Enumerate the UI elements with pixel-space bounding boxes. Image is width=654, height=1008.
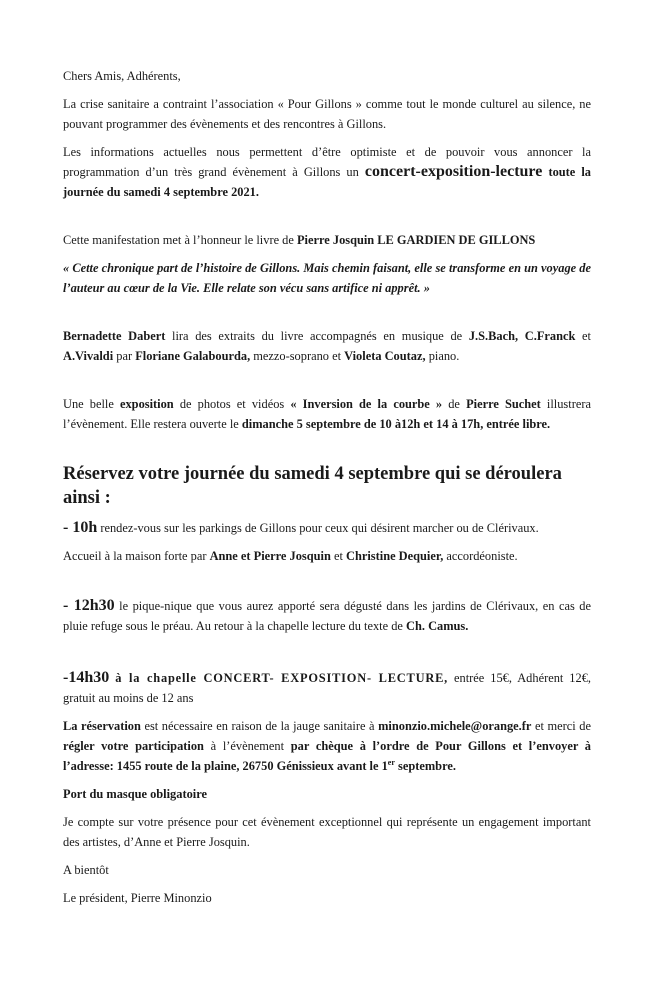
text-author: Ch. Camus. — [406, 619, 469, 633]
ordinal-sup: er — [387, 757, 395, 767]
intro-paragraph: La crise sanitaire a contraint l’association « Pour Gillons » comme tout le monde culturel au silence, ne pouvant programmer des évènements et des rencontres à Gillons. — [63, 97, 591, 131]
greeting: Chers Amis, Adhérents, — [63, 69, 181, 83]
accueil-and: et — [333, 549, 343, 563]
reading-text-2: et — [582, 329, 591, 343]
mask-notice: Port du masque obligatoire — [63, 787, 207, 801]
reading-text-4: mezzo-soprano et — [253, 349, 342, 363]
singer-name: Floriane Galabourda, — [135, 349, 251, 363]
step-10h — [63, 518, 591, 538]
honour-paragraph — [63, 230, 591, 250]
book-quote: « Cette chronique part de l’histoire de Gillons. Mais chemin faisant, elle se transforme en un voyage de l’auteur au cœur de la Vie. Elle relate son vécu sans artifice ni apprêt. » — [63, 261, 591, 295]
expo-word: exposition — [119, 397, 174, 411]
accueil-end: accordéoniste. — [446, 549, 518, 563]
expo-text-3: de — [448, 397, 460, 411]
expo-paragraph — [63, 394, 591, 434]
reservation-paragraph — [63, 716, 591, 776]
step-14h30 — [63, 668, 591, 708]
expo-artist: Pierre Suchet — [466, 397, 541, 411]
reading-text-3: par — [116, 349, 133, 363]
step-10h-time: - 10h — [63, 519, 98, 536]
reservation-text-3: à l’évènement — [210, 739, 285, 753]
closing-paragraph: Je compte sur votre présence pour cet évènement exceptionnel qui représente un engagement important des artistes, d’Anne et Pierre Josquin. — [63, 815, 591, 849]
reservation-label: La réservation — [63, 719, 141, 733]
step-12h30-text: le pique-nique que vous aurez apporté sera dégusté dans les jardins de Clérivaux, en cas de pluie refuge sous le préau. Au retour à la chapelle lecture du texte de — [63, 599, 591, 633]
reservation-email: minonzio.michele@orange.fr — [378, 719, 532, 733]
signature: Le président, Pierre Minonzio — [63, 891, 212, 905]
book-author-title: Pierre Josquin LE GARDIEN DE GILLONS — [296, 233, 536, 247]
accordion-player: Christine Dequier, — [346, 549, 444, 563]
reading-text-1: lira des extraits du livre accompagnés en musique de — [172, 329, 463, 343]
accueil-text: Accueil à la maison forte par — [63, 549, 207, 563]
composers: J.S.Bach, C.Franck — [468, 329, 576, 343]
expo-text-2: de photos et vidéos — [179, 397, 285, 411]
announce-text: Les informations actuelles nous permettent d’être optimiste et de pouvoir vous annoncer la programmation d’un très grand évènement à Gillons un — [63, 145, 591, 179]
event-date: toute la journée du samedi 4 septembre 2021. — [63, 165, 591, 199]
step-12h30 — [63, 596, 591, 636]
expo-dates: dimanche 5 septembre de 10 à12h et 14 à 17h, entrée libre. — [241, 417, 551, 431]
announce-paragraph — [63, 142, 591, 202]
expo-text-4: illustrera l’évènement. Elle restera ouverte le — [63, 397, 591, 431]
step-10h-text: rendez-vous sur les parkings de Gillons pour ceux qui désirent marcher ou de Clérivaux. — [100, 521, 539, 535]
step-12h30-time: - 12h30 — [63, 597, 115, 614]
honour-text: Cette manifestation met à l’honneur le livre de — [63, 233, 294, 247]
hosts-names: Anne et Pierre Josquin — [209, 549, 331, 563]
reservation-text-2: et merci de — [534, 719, 591, 733]
farewell: A bientôt — [63, 863, 109, 877]
program-heading: Réservez votre journée du samedi 4 septembre qui se déroulera ainsi : — [63, 464, 562, 508]
step-14h30-prices: entrée 15€, Adhérent 12€, gratuit au moins de 12 ans — [63, 671, 591, 705]
accueil-paragraph — [63, 546, 591, 566]
expo-text-1: Une belle — [63, 397, 114, 411]
reading-text-5: piano. — [428, 349, 460, 363]
payment-label: régler votre participation — [63, 739, 204, 753]
composer-vivaldi: A.Vivaldi — [63, 349, 114, 363]
step-14h30-time: -14h30 — [63, 669, 110, 686]
reader-name: Bernadette Dabert — [63, 329, 166, 343]
reservation-text-1: est nécessaire en raison de la jauge sanitaire à — [144, 719, 375, 733]
letter-body — [63, 66, 591, 908]
step-14h30-title: à la chapelle CONCERT- EXPOSITION- LECTURE, — [115, 671, 449, 685]
cheque-instructions: par chèque à l’ordre de Pour Gillons et l’envoyer à l’adresse: 1455 route de la plaine, 26750 Génissieux avant le 1er septembre. — [63, 739, 591, 773]
event-type: concert-exposition-lecture — [364, 163, 543, 180]
expo-title: « Inversion de la courbe » — [290, 397, 443, 411]
pianist-name: Violeta Coutaz, — [344, 349, 426, 363]
reading-paragraph — [63, 326, 591, 366]
